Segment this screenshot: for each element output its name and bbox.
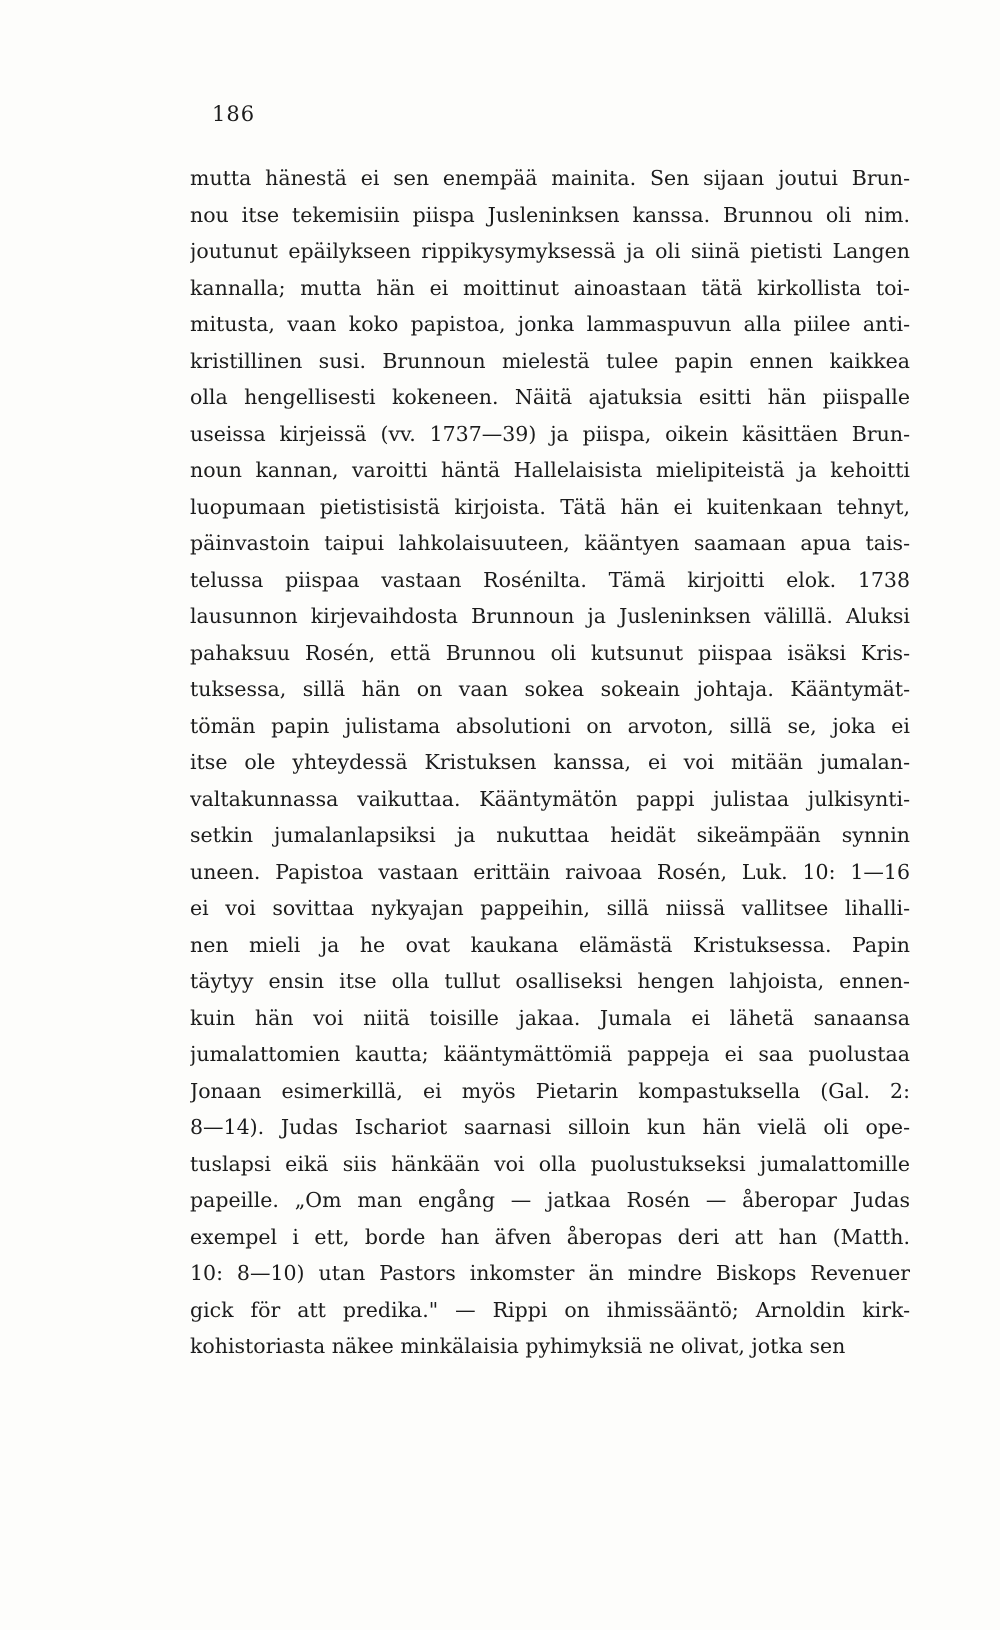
- text-line: [190, 343, 910, 380]
- text-line: [190, 1292, 910, 1329]
- text-line-content: tömän papin julistama absolutioni on arvoton, sillä se, joka ei: [190, 713, 910, 738]
- text-line-content: papeille. „Om man engång — jatkaa Rosén — åberopar Judas: [190, 1188, 910, 1212]
- text-line-content: noun kannan, varoitti häntä Hallelaisista mielipiteistä ja kehoitti: [190, 458, 910, 482]
- text-line: [190, 1000, 910, 1037]
- text-line-content: kristillinen susi. Brunnoun mielestä tulee papin ennen kaikkea: [190, 348, 910, 373]
- text-line: [190, 635, 910, 672]
- text-line: [190, 489, 910, 526]
- page-number: 186: [212, 102, 256, 126]
- text-line: [190, 306, 910, 343]
- text-line-content: telussa piispaa vastaan Rosénilta. Tämä kirjoitti elok. 1738: [190, 567, 910, 592]
- text-line-content: tuslapsi eikä siis hänkään voi olla puolustukseksi jumalattomille: [190, 1151, 910, 1176]
- text-line: [190, 160, 910, 197]
- text-line-content: olla hengellisesti kokeneen. Näitä ajatuksia esitti hän piispalle: [190, 385, 910, 409]
- text-line-content: 10: 8—10) utan Pastors inkomster än mindre Biskops Revenuer: [190, 1261, 910, 1285]
- text-line-content: kohistoriasta näkee minkälaisia pyhimyksiä ne olivat, jotka sen: [190, 1334, 846, 1358]
- text-line-content: 8—14). Judas Ischariot saarnasi silloin kun hän vielä oli ope-: [190, 1115, 910, 1139]
- text-line: [190, 781, 910, 818]
- text-line-content: valtakunnassa vaikuttaa. Kääntymätön pappi julistaa julkisynti-: [190, 786, 910, 811]
- text-line-content: exempel i ett, borde han äfven åberopas deri att han (Matth.: [190, 1224, 910, 1249]
- text-line: [190, 197, 910, 234]
- text-line: [190, 1255, 910, 1292]
- text-line-content: itse ole yhteydessä Kristuksen kanssa, ei voi mitään jumalan-: [190, 750, 910, 774]
- text-line-content: lausunnon kirjevaihdosta Brunnoun ja Jusleninksen välillä. Aluksi: [190, 604, 910, 628]
- text-line-content: gick för att predika." — Rippi on ihmissääntö; Arnoldin kirk-: [190, 1297, 910, 1322]
- text-line-content: kuin hän voi niitä toisille jakaa. Jumala ei lähetä sanaansa: [190, 1005, 910, 1030]
- text-line-content: ei voi sovittaa nykyajan pappeihin, sillä niissä vallitsee lihalli-: [190, 896, 910, 920]
- text-line: [190, 963, 910, 1000]
- text-line: [190, 1036, 910, 1073]
- text-line: [190, 927, 910, 964]
- body-text: [190, 160, 910, 1365]
- text-line: [190, 562, 910, 599]
- text-line-content: päinvastoin taipui lahkolaisuuteen, kääntyen saamaan apua tais-: [190, 531, 910, 555]
- text-line-content: mutta hänestä ei sen enempää mainita. Sen sijaan joutui Brun-: [190, 166, 910, 190]
- text-line-content: pahaksuu Rosén, että Brunnou oli kutsunut piispaa isäksi Kris-: [190, 640, 910, 665]
- text-line-content: Jonaan esimerkillä, ei myös Pietarin kompastuksella (Gal. 2:: [190, 1078, 910, 1103]
- text-line-content: joutunut epäilykseen rippikysymyksessä ja oli siinä pietisti Langen: [190, 239, 910, 263]
- text-line: [190, 1073, 910, 1110]
- text-line-content: nou itse tekemisiin piispa Jusleninksen kanssa. Brunnou oli nim.: [190, 202, 910, 227]
- text-line: [190, 1182, 910, 1219]
- text-line: [190, 1219, 910, 1256]
- text-line-content: kannalla; mutta hän ei moittinut ainoastaan tätä kirkollista toi-: [190, 275, 910, 300]
- text-line: [190, 708, 910, 745]
- text-line: [190, 671, 910, 708]
- text-line-content: nen mieli ja he ovat kaukana elämästä Kristuksessa. Papin: [190, 932, 910, 957]
- text-line-content: täytyy ensin itse olla tullut osalliseksi hengen lahjoista, ennen-: [190, 969, 910, 993]
- text-line: [190, 452, 910, 489]
- text-line-content: mitusta, vaan koko papistoa, jonka lammaspuvun alla piilee anti-: [190, 312, 910, 336]
- text-line: [190, 744, 910, 781]
- text-line: [190, 416, 910, 453]
- text-line: [190, 270, 910, 307]
- text-line: [190, 1328, 910, 1365]
- text-line-content: luopumaan pietistisistä kirjoista. Tätä hän ei kuitenkaan tehnyt,: [190, 494, 910, 519]
- text-line: [190, 854, 910, 891]
- text-line: [190, 598, 910, 635]
- text-line: [190, 379, 910, 416]
- text-line: [190, 233, 910, 270]
- text-line-content: uneen. Papistoa vastaan erittäin raivoaa Rosén, Luk. 10: 1—16: [190, 859, 910, 884]
- text-line: [190, 1146, 910, 1183]
- text-line-content: jumalattomien kautta; kääntymättömiä pappeja ei saa puolustaa: [190, 1042, 910, 1066]
- text-line: [190, 525, 910, 562]
- text-line-content: useissa kirjeissä (vv. 1737—39) ja piispa, oikein käsittäen Brun-: [190, 421, 910, 446]
- text-line: [190, 817, 910, 854]
- text-line-content: tuksessa, sillä hän on vaan sokea sokeain johtaja. Kääntymät-: [190, 677, 910, 701]
- text-line: [190, 1109, 910, 1146]
- text-line: [190, 890, 910, 927]
- text-line-content: setkin jumalanlapsiksi ja nukuttaa heidät sikeämpään synnin: [190, 823, 910, 847]
